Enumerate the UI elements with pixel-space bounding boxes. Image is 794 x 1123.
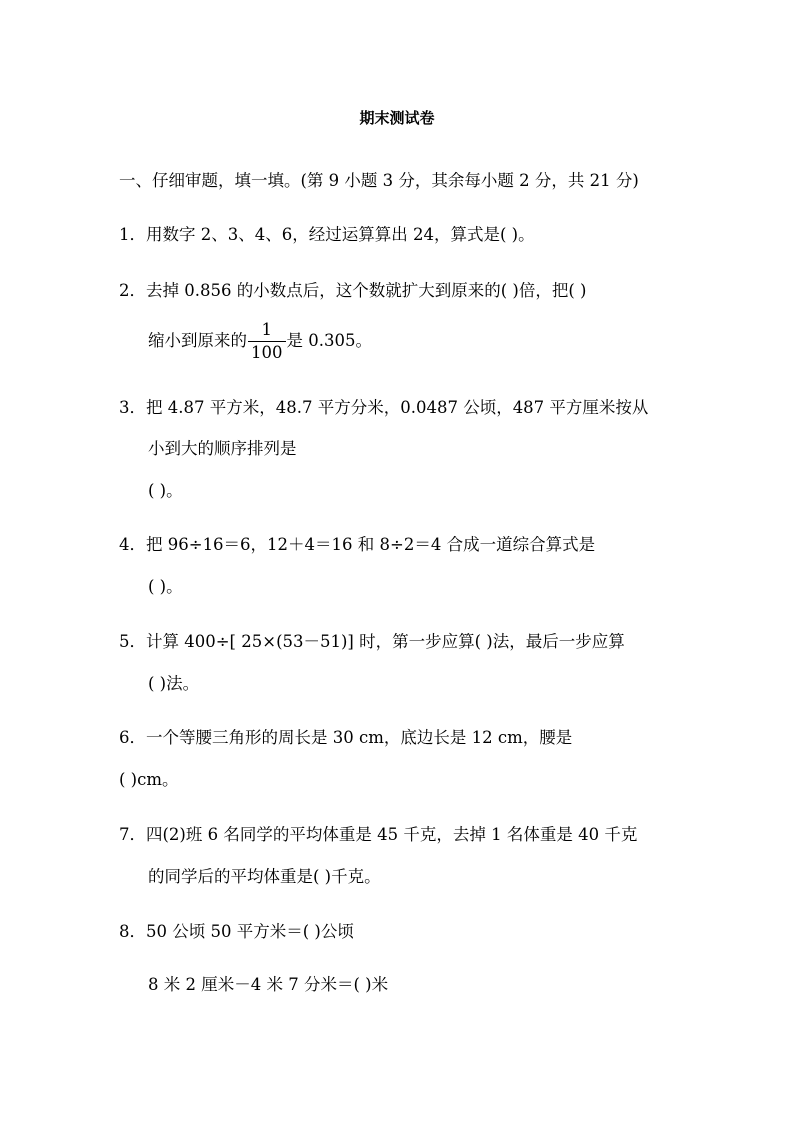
question-6-line-2: ( )cm。 <box>119 770 179 789</box>
question-5-line-2: ( )法。 <box>148 674 200 693</box>
question-2-line-1: 2．去掉 0.856 的小数点后，这个数就扩大到原来的( )倍，把( ) <box>119 281 587 300</box>
question-3-line-2: 小到大的顺序排列是 <box>148 439 297 458</box>
question-2-text-after: 是 0.305。 <box>286 331 372 350</box>
question-1: 1．用数字 2、3、4、6，经过运算算出 24，算式是( )。 <box>119 225 535 244</box>
question-2-text-before: 缩小到原来的 <box>148 331 247 350</box>
section-heading: 一、仔细审题，填一填。(第 9 小题 3 分，其余每小题 2 分，共 21 分) <box>119 171 639 190</box>
question-4-line-1: 4．把 96÷16＝6，12＋4＝16 和 8÷2＝4 合成一道综合算式是 <box>119 535 596 554</box>
question-4-answer-blank: ( )。 <box>148 577 183 596</box>
question-7-line-1: 7．四(2)班 6 名同学的平均体重是 45 千克，去掉 1 名体重是 40 千克 <box>119 825 638 844</box>
question-8-line-1: 8．50 公顷 50 平方米＝( )公顷 <box>119 922 354 941</box>
fraction-denominator: 100 <box>251 343 283 362</box>
question-3-line-1: 3．把 4.87 平方米，48.7 平方分米，0.0487 公顷，487 平方厘米按从 <box>119 398 649 417</box>
page-title: 期末测试卷 <box>359 109 435 127</box>
question-2-line-2 <box>148 319 372 363</box>
question-6-line-1: 6．一个等腰三角形的周长是 30 cm，底边长是 12 cm，腰是 <box>119 728 573 747</box>
fraction-numerator: 1 <box>248 322 286 343</box>
fraction-1-over-100 <box>248 319 286 362</box>
question-8-line-2: 8 米 2 厘米－4 米 7 分米＝( )米 <box>148 975 389 994</box>
question-5-line-1: 5．计算 400÷[ 25×(53－51)] 时，第一步应算( )法，最后一步应算 <box>119 632 625 651</box>
question-7-line-2: 的同学后的平均体重是( )千克。 <box>148 867 381 886</box>
question-3-answer-blank: ( )。 <box>148 481 183 500</box>
